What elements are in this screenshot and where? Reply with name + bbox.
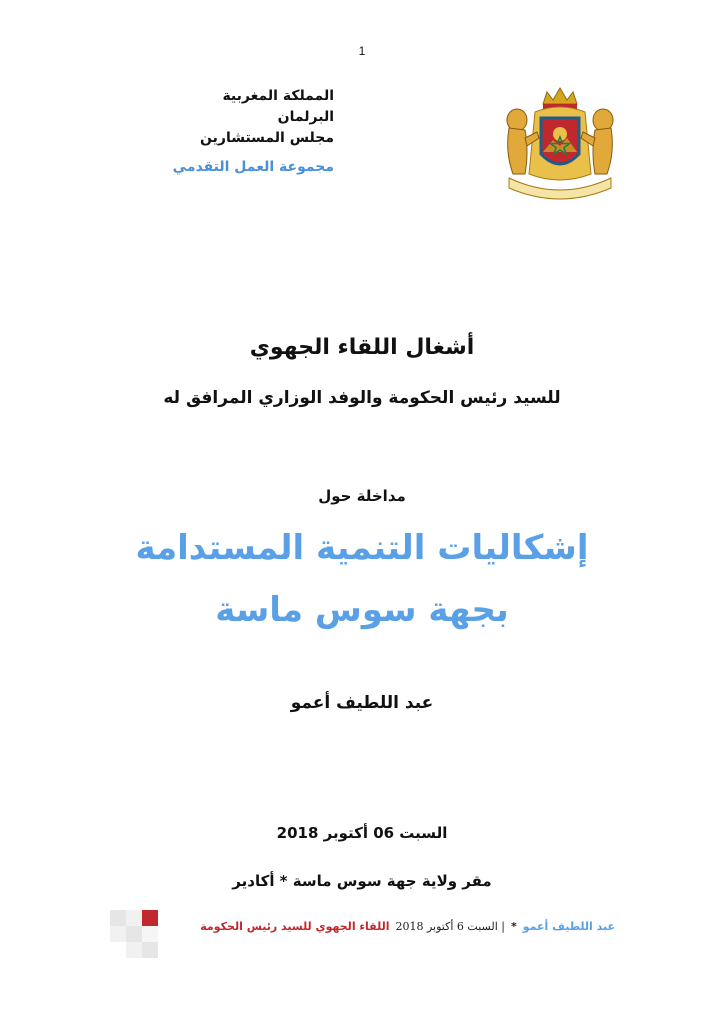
deco-square (110, 910, 126, 926)
coat-of-arms-emblem (495, 82, 625, 207)
page-footer (175, 916, 615, 936)
intervention-topic-line2: بجهة سوس ماسة (215, 590, 509, 630)
footer-author: عبد اللطيف أعمو (522, 919, 615, 933)
footer-decoration (110, 910, 158, 962)
event-date: السبت 06 أكتوبر 2018 (276, 824, 448, 842)
deco-square (126, 942, 142, 958)
footer-star: * (510, 919, 517, 933)
footer-title: اللقاء الجهوي للسيد رئيس الحكومة (200, 919, 390, 933)
event-venue: مقر ولاية جهة سوس ماسة * أكادير (232, 872, 492, 890)
footer-date: السبت 6 أكتوبر 2018 | (395, 919, 505, 933)
header-kingdom: المملكة المغربية (222, 88, 334, 104)
deco-square (126, 926, 142, 942)
author-name: عبد اللطيف أعمو (290, 693, 434, 713)
page-number: 1 (358, 44, 366, 58)
document-subtitle: للسيد رئيس الحكومة والوفد الوزاري المرافق له (163, 388, 561, 408)
deco-square-accent (142, 910, 158, 926)
deco-square (142, 926, 158, 942)
intervention-topic-line1: إشكاليات التنمية المستدامة (135, 528, 589, 568)
deco-square (126, 910, 142, 926)
header-council: مجلس المستشارين (200, 130, 334, 146)
document-title: أشغال اللقاء الجهوي (249, 335, 475, 360)
institution-header (134, 86, 334, 175)
header-group: مجموعة العمل التقدمي (172, 159, 334, 175)
header-parliament: البرلمان (277, 109, 334, 125)
deco-square (142, 942, 158, 958)
intervention-intro: مداخلة حول (318, 487, 406, 505)
deco-square (110, 926, 126, 942)
